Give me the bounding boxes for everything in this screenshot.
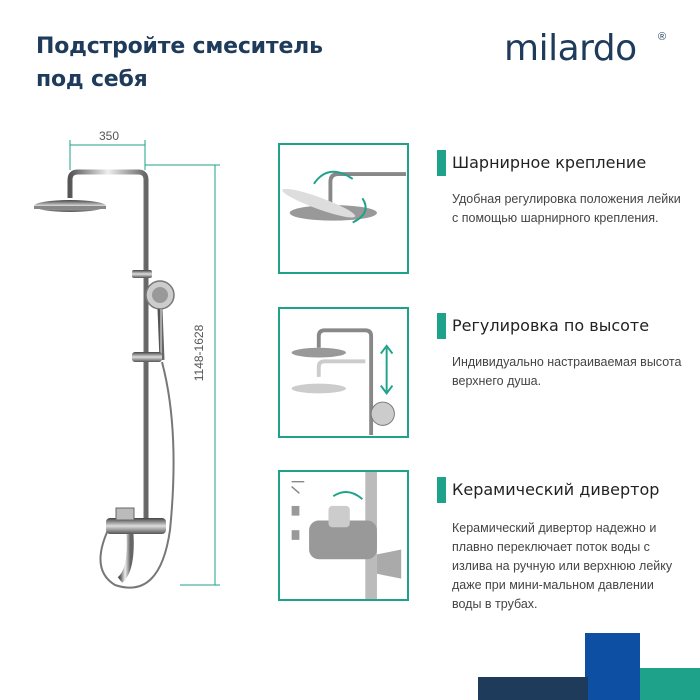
- width-dimension-label: 350: [99, 129, 120, 143]
- feature-title-height: Регулировка по высоте: [452, 316, 650, 335]
- decor-block-navy: [478, 677, 588, 700]
- title-line-2: под себя: [36, 67, 148, 92]
- feature-title-diverter: Керамический дивертор: [452, 480, 660, 499]
- height-dimension-label: 1148-1628: [192, 324, 206, 382]
- diverter-icon: [278, 470, 409, 601]
- feature-title-swivel: Шарнирное крепление: [452, 153, 647, 172]
- feature-marker: [437, 150, 446, 176]
- title-line-1: Подстройте смеситель: [36, 34, 323, 59]
- feature-text-height: Индивидуально настраиваемая высота верхнего душа.: [452, 355, 682, 388]
- brand-logo: milardo: [504, 28, 637, 69]
- height-adjust-icon: [278, 307, 409, 438]
- feature-marker: [437, 477, 446, 503]
- feature-text-diverter: Керамический дивертор надежно и плавно переключает поток воды с излива на ручную или верхнюю лейку даже при мини-мальном давлении воды в трубах.: [452, 521, 673, 611]
- registered-mark: ®: [658, 31, 667, 43]
- feature-marker: [437, 313, 446, 339]
- page-title: [36, 30, 323, 96]
- decor-block-green: [640, 668, 700, 700]
- decor-block-blue: [585, 633, 640, 700]
- shower-system-diagram: [20, 130, 250, 600]
- swivel-joint-icon: [278, 143, 409, 274]
- feature-text-swivel: Удобная регулировка положения лейки с помощью шарнирного крепления.: [452, 192, 681, 225]
